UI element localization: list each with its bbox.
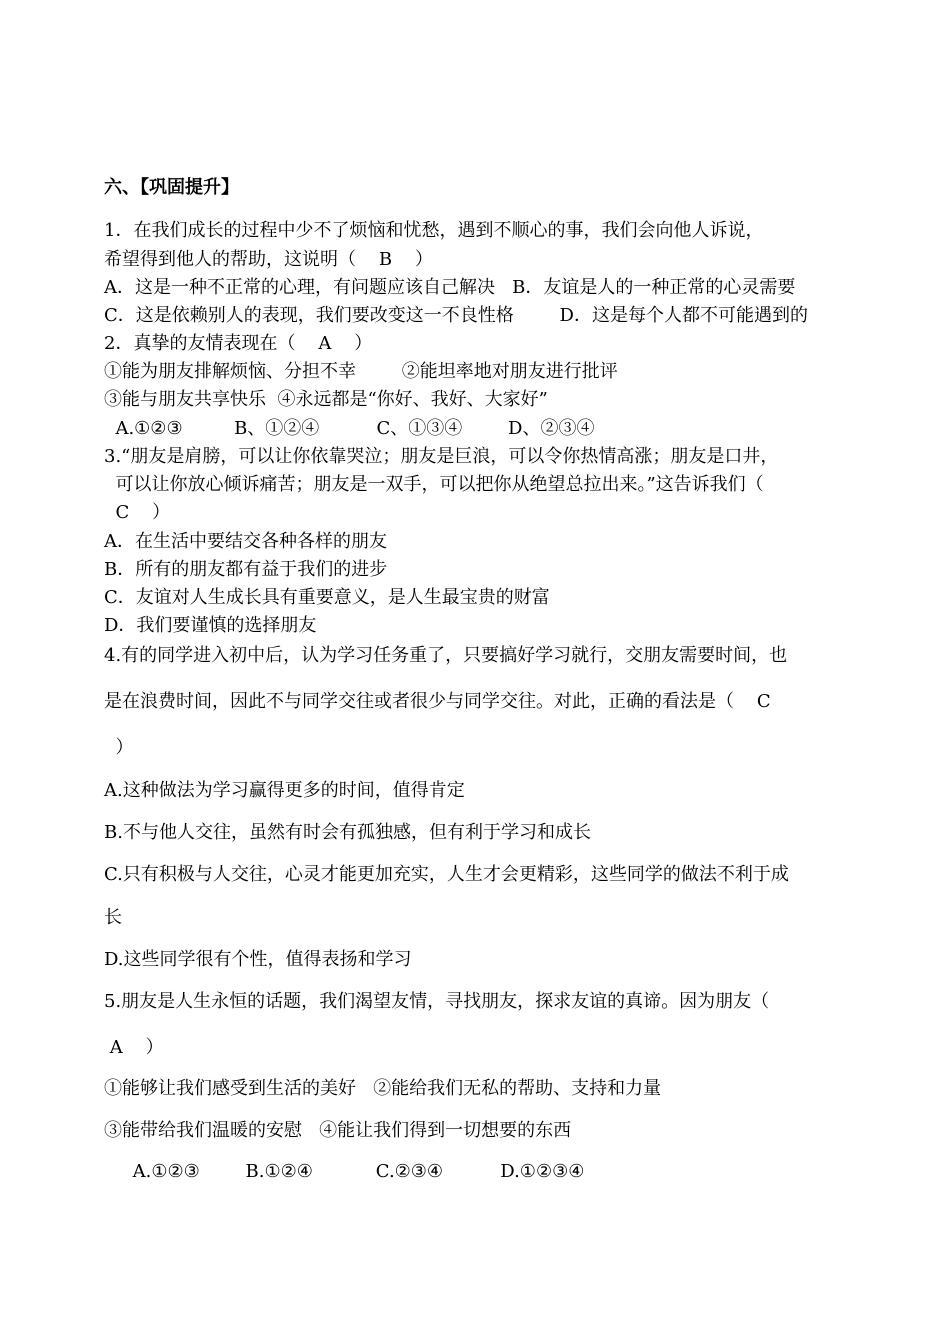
option-b: B.不与他人交往，虽然有时会有孤独感，但有利于学习和成长: [104, 822, 591, 843]
question-options: A.①②③ B.①②④ C.②③④ D.①②③④: [104, 1161, 585, 1182]
option-c: C．友谊对人生成长具有重要意义，是人生最宝贵的财富: [104, 587, 550, 608]
question-items: ③能带给我们温暖的安慰 ④能让我们得到一切想要的东西: [104, 1120, 572, 1141]
option-d: D．我们要谨慎的选择朋友: [104, 615, 317, 636]
question-items: ①能够让我们感受到生活的美好 ②能给我们无私的帮助、支持和力量: [104, 1078, 662, 1099]
option-c: C.只有积极与人交往，心灵才能更加充实，人生才会更精彩，这些同学的做法不利于成: [104, 864, 789, 885]
question-stem: 是在浪费时间，因此不与同学交往或者很少与同学交往。对此，正确的看法是（ C: [104, 691, 771, 712]
question-options: C．这是依赖别人的表现，我们要改变这一不良性格 D．这是每个人都不可能遇到的: [104, 305, 808, 326]
option-c-continued: 长: [104, 907, 122, 928]
question-options: A．这是一种不正常的心理，有问题应该自己解决 B．友谊是人的一种正常的心灵需要: [104, 277, 796, 298]
question-stem: 可以让你放心倾诉痛苦；朋友是一双手，可以把你从绝望总拉出来。”这告诉我们（: [104, 474, 764, 495]
option-a: A．在生活中要结交各种各样的朋友: [104, 531, 387, 552]
question-stem: C ）: [104, 502, 171, 523]
question-stem: 4.有的同学进入初中后，认为学习任务重了，只要搞好学习就行，交朋友需要时间，也: [104, 645, 788, 666]
question-stem: A ）: [104, 1037, 164, 1058]
question-stem: 1．在我们成长的过程中少不了烦恼和忧愁，遇到不顺心的事，我们会向他人诉说，: [104, 220, 764, 241]
question-stem: ）: [104, 737, 134, 758]
option-a: A.这种做法为学习赢得更多的时间，值得肯定: [104, 780, 465, 801]
section-title: 六、【巩固提升】: [104, 177, 239, 198]
question-items: ③能与朋友共享快乐 ④永远都是“你好、我好、大家好”: [104, 389, 548, 410]
question-items: ①能为朋友排解烦恼、分担不幸 ②能坦率地对朋友进行批评: [104, 361, 618, 382]
question-options: A.①②③ B、①②④ C、①③④ D、②③④: [104, 418, 595, 439]
question-stem: 5.朋友是人生永恒的话题，我们渴望友情，寻找朋友，探求友谊的真谛。因为朋友（: [104, 991, 770, 1012]
question-stem: 希望得到他人的帮助，这说明（ B ）: [104, 249, 433, 270]
option-b: B．所有的朋友都有益于我们的进步: [104, 559, 388, 580]
question-stem: 2．真挚的友情表现在（ A ）: [104, 333, 373, 354]
option-d: D.这些同学很有个性，值得表扬和学习: [104, 949, 412, 970]
question-stem: 3.“朋友是肩膀，可以让你依靠哭泣；朋友是巨浪，可以令你热情高涨；朋友是口井，: [104, 446, 779, 467]
